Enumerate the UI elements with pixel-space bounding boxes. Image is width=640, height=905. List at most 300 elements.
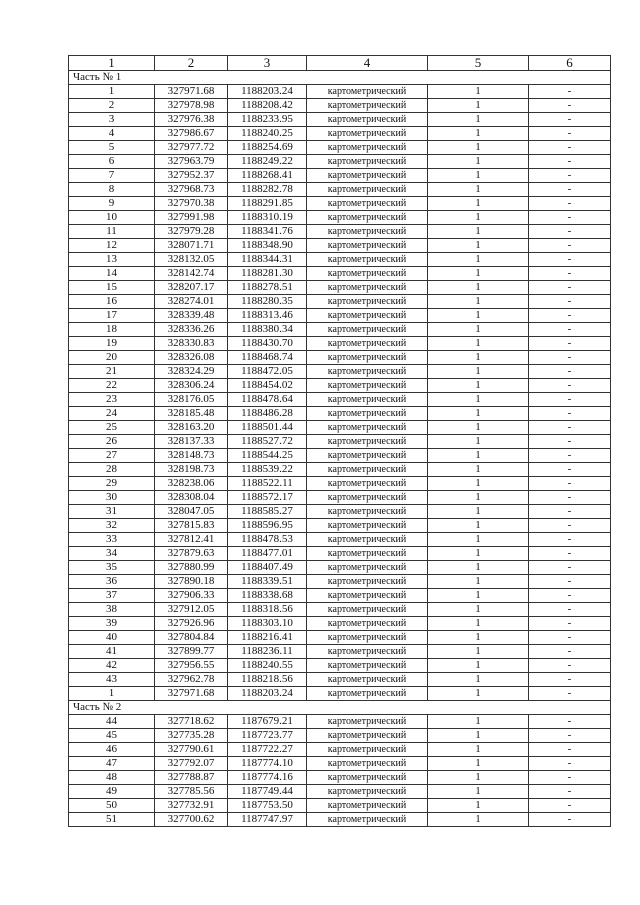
method-cell: картометрический — [307, 379, 428, 393]
note-cell: - — [529, 729, 611, 743]
point-number-cell: 46 — [69, 743, 155, 757]
method-cell: картометрический — [307, 687, 428, 701]
y-coordinate-cell: 1188203.24 — [228, 85, 307, 99]
point-number-cell: 49 — [69, 785, 155, 799]
accuracy-cell: 1 — [428, 813, 529, 827]
method-cell: картометрический — [307, 561, 428, 575]
note-cell: - — [529, 645, 611, 659]
y-coordinate-cell: 1187753.50 — [228, 799, 307, 813]
table-row — [69, 253, 611, 267]
table-row — [69, 533, 611, 547]
note-cell: - — [529, 309, 611, 323]
accuracy-cell: 1 — [428, 645, 529, 659]
accuracy-cell: 1 — [428, 113, 529, 127]
table-row — [69, 421, 611, 435]
x-coordinate-cell: 327971.68 — [155, 687, 228, 701]
note-cell: - — [529, 141, 611, 155]
y-coordinate-cell: 1187679.21 — [228, 715, 307, 729]
point-number-cell: 25 — [69, 421, 155, 435]
method-cell: картометрический — [307, 323, 428, 337]
point-number-cell: 11 — [69, 225, 155, 239]
accuracy-cell: 1 — [428, 533, 529, 547]
accuracy-cell: 1 — [428, 351, 529, 365]
header-row — [69, 56, 611, 71]
y-coordinate-cell: 1188339.51 — [228, 575, 307, 589]
x-coordinate-cell: 327732.91 — [155, 799, 228, 813]
point-number-cell: 13 — [69, 253, 155, 267]
y-coordinate-cell: 1188218.56 — [228, 673, 307, 687]
point-number-cell: 24 — [69, 407, 155, 421]
method-cell: картометрический — [307, 659, 428, 673]
table-row — [69, 757, 611, 771]
table-row — [69, 617, 611, 631]
accuracy-cell: 1 — [428, 449, 529, 463]
point-number-cell: 1 — [69, 85, 155, 99]
accuracy-cell: 1 — [428, 771, 529, 785]
table-row — [69, 561, 611, 575]
x-coordinate-cell: 328326.08 — [155, 351, 228, 365]
accuracy-cell: 1 — [428, 365, 529, 379]
note-cell: - — [529, 169, 611, 183]
table-row — [69, 519, 611, 533]
y-coordinate-cell: 1188313.46 — [228, 309, 307, 323]
note-cell: - — [529, 589, 611, 603]
point-number-cell: 12 — [69, 239, 155, 253]
point-number-cell: 19 — [69, 337, 155, 351]
section-title: Часть № 1 — [69, 71, 611, 85]
y-coordinate-cell: 1188240.25 — [228, 127, 307, 141]
accuracy-cell: 1 — [428, 547, 529, 561]
note-cell: - — [529, 687, 611, 701]
accuracy-cell: 1 — [428, 323, 529, 337]
x-coordinate-cell: 328137.33 — [155, 435, 228, 449]
table-row — [69, 267, 611, 281]
y-coordinate-cell: 1188216.41 — [228, 631, 307, 645]
x-coordinate-cell: 328306.24 — [155, 379, 228, 393]
note-cell: - — [529, 421, 611, 435]
x-coordinate-cell: 328330.83 — [155, 337, 228, 351]
method-cell: картометрический — [307, 99, 428, 113]
table-row — [69, 743, 611, 757]
table-row — [69, 575, 611, 589]
method-cell: картометрический — [307, 575, 428, 589]
accuracy-cell: 1 — [428, 673, 529, 687]
method-cell: картометрический — [307, 393, 428, 407]
method-cell: картометрический — [307, 715, 428, 729]
accuracy-cell: 1 — [428, 99, 529, 113]
note-cell: - — [529, 673, 611, 687]
y-coordinate-cell: 1188572.17 — [228, 491, 307, 505]
x-coordinate-cell: 327812.41 — [155, 533, 228, 547]
y-coordinate-cell: 1188203.24 — [228, 687, 307, 701]
x-coordinate-cell: 327718.62 — [155, 715, 228, 729]
accuracy-cell: 1 — [428, 519, 529, 533]
accuracy-cell: 1 — [428, 687, 529, 701]
y-coordinate-cell: 1188539.22 — [228, 463, 307, 477]
header-cell: 1 — [69, 56, 155, 71]
point-number-cell: 2 — [69, 99, 155, 113]
x-coordinate-cell: 327790.61 — [155, 743, 228, 757]
method-cell: картометрический — [307, 505, 428, 519]
method-cell: картометрический — [307, 729, 428, 743]
accuracy-cell: 1 — [428, 169, 529, 183]
x-coordinate-cell: 327979.28 — [155, 225, 228, 239]
x-coordinate-cell: 328142.74 — [155, 267, 228, 281]
point-number-cell: 47 — [69, 757, 155, 771]
y-coordinate-cell: 1188254.69 — [228, 141, 307, 155]
point-number-cell: 1 — [69, 687, 155, 701]
table-row — [69, 785, 611, 799]
table-row — [69, 379, 611, 393]
note-cell: - — [529, 449, 611, 463]
method-cell: картометрический — [307, 813, 428, 827]
y-coordinate-cell: 1188478.64 — [228, 393, 307, 407]
method-cell: картометрический — [307, 253, 428, 267]
table-row — [69, 155, 611, 169]
point-number-cell: 38 — [69, 603, 155, 617]
method-cell: картометрический — [307, 85, 428, 99]
x-coordinate-cell: 327977.72 — [155, 141, 228, 155]
note-cell: - — [529, 113, 611, 127]
y-coordinate-cell: 1188468.74 — [228, 351, 307, 365]
point-number-cell: 6 — [69, 155, 155, 169]
y-coordinate-cell: 1188208.42 — [228, 99, 307, 113]
table-row — [69, 239, 611, 253]
accuracy-cell: 1 — [428, 785, 529, 799]
accuracy-cell: 1 — [428, 603, 529, 617]
accuracy-cell: 1 — [428, 477, 529, 491]
x-coordinate-cell: 327788.87 — [155, 771, 228, 785]
accuracy-cell: 1 — [428, 183, 529, 197]
method-cell: картометрический — [307, 239, 428, 253]
note-cell: - — [529, 239, 611, 253]
table-row — [69, 463, 611, 477]
table-row — [69, 351, 611, 365]
x-coordinate-cell: 327815.83 — [155, 519, 228, 533]
table-row — [69, 393, 611, 407]
accuracy-cell: 1 — [428, 589, 529, 603]
method-cell: картометрический — [307, 491, 428, 505]
x-coordinate-cell: 328176.05 — [155, 393, 228, 407]
table-row — [69, 85, 611, 99]
point-number-cell: 26 — [69, 435, 155, 449]
point-number-cell: 35 — [69, 561, 155, 575]
note-cell: - — [529, 323, 611, 337]
method-cell: картометрический — [307, 295, 428, 309]
note-cell: - — [529, 463, 611, 477]
x-coordinate-cell: 328324.29 — [155, 365, 228, 379]
x-coordinate-cell: 327963.79 — [155, 155, 228, 169]
y-coordinate-cell: 1188430.70 — [228, 337, 307, 351]
y-coordinate-cell: 1188338.68 — [228, 589, 307, 603]
accuracy-cell: 1 — [428, 617, 529, 631]
point-number-cell: 5 — [69, 141, 155, 155]
table-row — [69, 127, 611, 141]
x-coordinate-cell: 328238.06 — [155, 477, 228, 491]
point-number-cell: 8 — [69, 183, 155, 197]
x-coordinate-cell: 327971.68 — [155, 85, 228, 99]
point-number-cell: 18 — [69, 323, 155, 337]
y-coordinate-cell: 1188236.11 — [228, 645, 307, 659]
method-cell: картометрический — [307, 169, 428, 183]
note-cell: - — [529, 253, 611, 267]
y-coordinate-cell: 1187722.27 — [228, 743, 307, 757]
point-number-cell: 23 — [69, 393, 155, 407]
note-cell: - — [529, 547, 611, 561]
x-coordinate-cell: 328185.48 — [155, 407, 228, 421]
table-row — [69, 295, 611, 309]
note-cell: - — [529, 99, 611, 113]
note-cell: - — [529, 127, 611, 141]
coordinates-table — [68, 55, 611, 827]
x-coordinate-cell: 328339.48 — [155, 309, 228, 323]
table-row — [69, 799, 611, 813]
accuracy-cell: 1 — [428, 85, 529, 99]
method-cell: картометрический — [307, 113, 428, 127]
method-cell: картометрический — [307, 337, 428, 351]
y-coordinate-cell: 1187774.16 — [228, 771, 307, 785]
y-coordinate-cell: 1188522.11 — [228, 477, 307, 491]
point-number-cell: 34 — [69, 547, 155, 561]
note-cell: - — [529, 295, 611, 309]
table-row — [69, 337, 611, 351]
accuracy-cell: 1 — [428, 253, 529, 267]
note-cell: - — [529, 85, 611, 99]
x-coordinate-cell: 327976.38 — [155, 113, 228, 127]
accuracy-cell: 1 — [428, 575, 529, 589]
method-cell: картометрический — [307, 407, 428, 421]
note-cell: - — [529, 659, 611, 673]
method-cell: картометрический — [307, 211, 428, 225]
y-coordinate-cell: 1188544.25 — [228, 449, 307, 463]
x-coordinate-cell: 327899.77 — [155, 645, 228, 659]
method-cell: картометрический — [307, 309, 428, 323]
table-row — [69, 477, 611, 491]
table-row — [69, 141, 611, 155]
x-coordinate-cell: 327986.67 — [155, 127, 228, 141]
x-coordinate-cell: 328148.73 — [155, 449, 228, 463]
note-cell: - — [529, 379, 611, 393]
y-coordinate-cell: 1188527.72 — [228, 435, 307, 449]
y-coordinate-cell: 1187774.10 — [228, 757, 307, 771]
point-number-cell: 28 — [69, 463, 155, 477]
table-body — [69, 56, 611, 827]
accuracy-cell: 1 — [428, 379, 529, 393]
point-number-cell: 3 — [69, 113, 155, 127]
accuracy-cell: 1 — [428, 127, 529, 141]
accuracy-cell: 1 — [428, 435, 529, 449]
y-coordinate-cell: 1188291.85 — [228, 197, 307, 211]
accuracy-cell: 1 — [428, 141, 529, 155]
x-coordinate-cell: 327906.33 — [155, 589, 228, 603]
table-row — [69, 169, 611, 183]
note-cell: - — [529, 365, 611, 379]
method-cell: картометрический — [307, 267, 428, 281]
note-cell: - — [529, 477, 611, 491]
note-cell: - — [529, 603, 611, 617]
y-coordinate-cell: 1188280.35 — [228, 295, 307, 309]
accuracy-cell: 1 — [428, 393, 529, 407]
note-cell: - — [529, 225, 611, 239]
point-number-cell: 48 — [69, 771, 155, 785]
note-cell: - — [529, 505, 611, 519]
method-cell: картометрический — [307, 799, 428, 813]
point-number-cell: 20 — [69, 351, 155, 365]
x-coordinate-cell: 328071.71 — [155, 239, 228, 253]
x-coordinate-cell: 327952.37 — [155, 169, 228, 183]
point-number-cell: 4 — [69, 127, 155, 141]
x-coordinate-cell: 328198.73 — [155, 463, 228, 477]
method-cell: картометрический — [307, 547, 428, 561]
method-cell: картометрический — [307, 463, 428, 477]
note-cell: - — [529, 435, 611, 449]
table-row — [69, 323, 611, 337]
table-row — [69, 631, 611, 645]
point-number-cell: 43 — [69, 673, 155, 687]
y-coordinate-cell: 1188282.78 — [228, 183, 307, 197]
x-coordinate-cell: 327785.56 — [155, 785, 228, 799]
table-row — [69, 547, 611, 561]
table-row — [69, 729, 611, 743]
point-number-cell: 50 — [69, 799, 155, 813]
table-row — [69, 113, 611, 127]
x-coordinate-cell: 327879.63 — [155, 547, 228, 561]
table-row — [69, 505, 611, 519]
note-cell: - — [529, 211, 611, 225]
point-number-cell: 31 — [69, 505, 155, 519]
y-coordinate-cell: 1188310.19 — [228, 211, 307, 225]
note-cell: - — [529, 491, 611, 505]
y-coordinate-cell: 1188278.51 — [228, 281, 307, 295]
accuracy-cell: 1 — [428, 155, 529, 169]
x-coordinate-cell: 328207.17 — [155, 281, 228, 295]
point-number-cell: 22 — [69, 379, 155, 393]
x-coordinate-cell: 327978.98 — [155, 99, 228, 113]
table-row — [69, 491, 611, 505]
accuracy-cell: 1 — [428, 505, 529, 519]
accuracy-cell: 1 — [428, 743, 529, 757]
method-cell: картометрический — [307, 127, 428, 141]
accuracy-cell: 1 — [428, 729, 529, 743]
method-cell: картометрический — [307, 421, 428, 435]
note-cell: - — [529, 281, 611, 295]
method-cell: картометрический — [307, 645, 428, 659]
method-cell: картометрический — [307, 477, 428, 491]
point-number-cell: 32 — [69, 519, 155, 533]
accuracy-cell: 1 — [428, 659, 529, 673]
note-cell: - — [529, 617, 611, 631]
method-cell: картометрический — [307, 519, 428, 533]
table-row — [69, 687, 611, 701]
y-coordinate-cell: 1188303.10 — [228, 617, 307, 631]
point-number-cell: 10 — [69, 211, 155, 225]
x-coordinate-cell: 328274.01 — [155, 295, 228, 309]
accuracy-cell: 1 — [428, 211, 529, 225]
accuracy-cell: 1 — [428, 225, 529, 239]
note-cell: - — [529, 631, 611, 645]
x-coordinate-cell: 327792.07 — [155, 757, 228, 771]
table-row — [69, 589, 611, 603]
accuracy-cell: 1 — [428, 295, 529, 309]
table-row — [69, 225, 611, 239]
table-row — [69, 435, 611, 449]
note-cell: - — [529, 715, 611, 729]
method-cell: картометрический — [307, 617, 428, 631]
y-coordinate-cell: 1188380.34 — [228, 323, 307, 337]
method-cell: картометрический — [307, 225, 428, 239]
x-coordinate-cell: 327991.98 — [155, 211, 228, 225]
method-cell: картометрический — [307, 533, 428, 547]
accuracy-cell: 1 — [428, 491, 529, 505]
table-row — [69, 771, 611, 785]
point-number-cell: 33 — [69, 533, 155, 547]
section-row — [69, 71, 611, 85]
x-coordinate-cell: 327700.62 — [155, 813, 228, 827]
note-cell: - — [529, 155, 611, 169]
header-cell: 4 — [307, 56, 428, 71]
section-row — [69, 701, 611, 715]
y-coordinate-cell: 1187747.97 — [228, 813, 307, 827]
x-coordinate-cell: 327880.99 — [155, 561, 228, 575]
table-row — [69, 365, 611, 379]
section-title: Часть № 2 — [69, 701, 611, 715]
point-number-cell: 30 — [69, 491, 155, 505]
point-number-cell: 45 — [69, 729, 155, 743]
point-number-cell: 21 — [69, 365, 155, 379]
note-cell: - — [529, 799, 611, 813]
note-cell: - — [529, 757, 611, 771]
y-coordinate-cell: 1187749.44 — [228, 785, 307, 799]
note-cell: - — [529, 743, 611, 757]
header-cell: 5 — [428, 56, 529, 71]
note-cell: - — [529, 813, 611, 827]
note-cell: - — [529, 183, 611, 197]
y-coordinate-cell: 1188596.95 — [228, 519, 307, 533]
table-row — [69, 197, 611, 211]
y-coordinate-cell: 1187723.77 — [228, 729, 307, 743]
note-cell: - — [529, 197, 611, 211]
point-number-cell: 9 — [69, 197, 155, 211]
note-cell: - — [529, 785, 611, 799]
method-cell: картометрический — [307, 449, 428, 463]
y-coordinate-cell: 1188240.55 — [228, 659, 307, 673]
x-coordinate-cell: 327926.96 — [155, 617, 228, 631]
table-row — [69, 449, 611, 463]
point-number-cell: 44 — [69, 715, 155, 729]
accuracy-cell: 1 — [428, 197, 529, 211]
point-number-cell: 40 — [69, 631, 155, 645]
accuracy-cell: 1 — [428, 407, 529, 421]
note-cell: - — [529, 267, 611, 281]
table-row — [69, 603, 611, 617]
method-cell: картометрический — [307, 351, 428, 365]
accuracy-cell: 1 — [428, 239, 529, 253]
x-coordinate-cell: 327912.05 — [155, 603, 228, 617]
y-coordinate-cell: 1188407.49 — [228, 561, 307, 575]
point-number-cell: 39 — [69, 617, 155, 631]
point-number-cell: 41 — [69, 645, 155, 659]
x-coordinate-cell: 328308.04 — [155, 491, 228, 505]
point-number-cell: 27 — [69, 449, 155, 463]
note-cell: - — [529, 337, 611, 351]
x-coordinate-cell: 327968.73 — [155, 183, 228, 197]
y-coordinate-cell: 1188341.76 — [228, 225, 307, 239]
y-coordinate-cell: 1188501.44 — [228, 421, 307, 435]
accuracy-cell: 1 — [428, 631, 529, 645]
y-coordinate-cell: 1188477.01 — [228, 547, 307, 561]
header-cell: 6 — [529, 56, 611, 71]
table-row — [69, 407, 611, 421]
